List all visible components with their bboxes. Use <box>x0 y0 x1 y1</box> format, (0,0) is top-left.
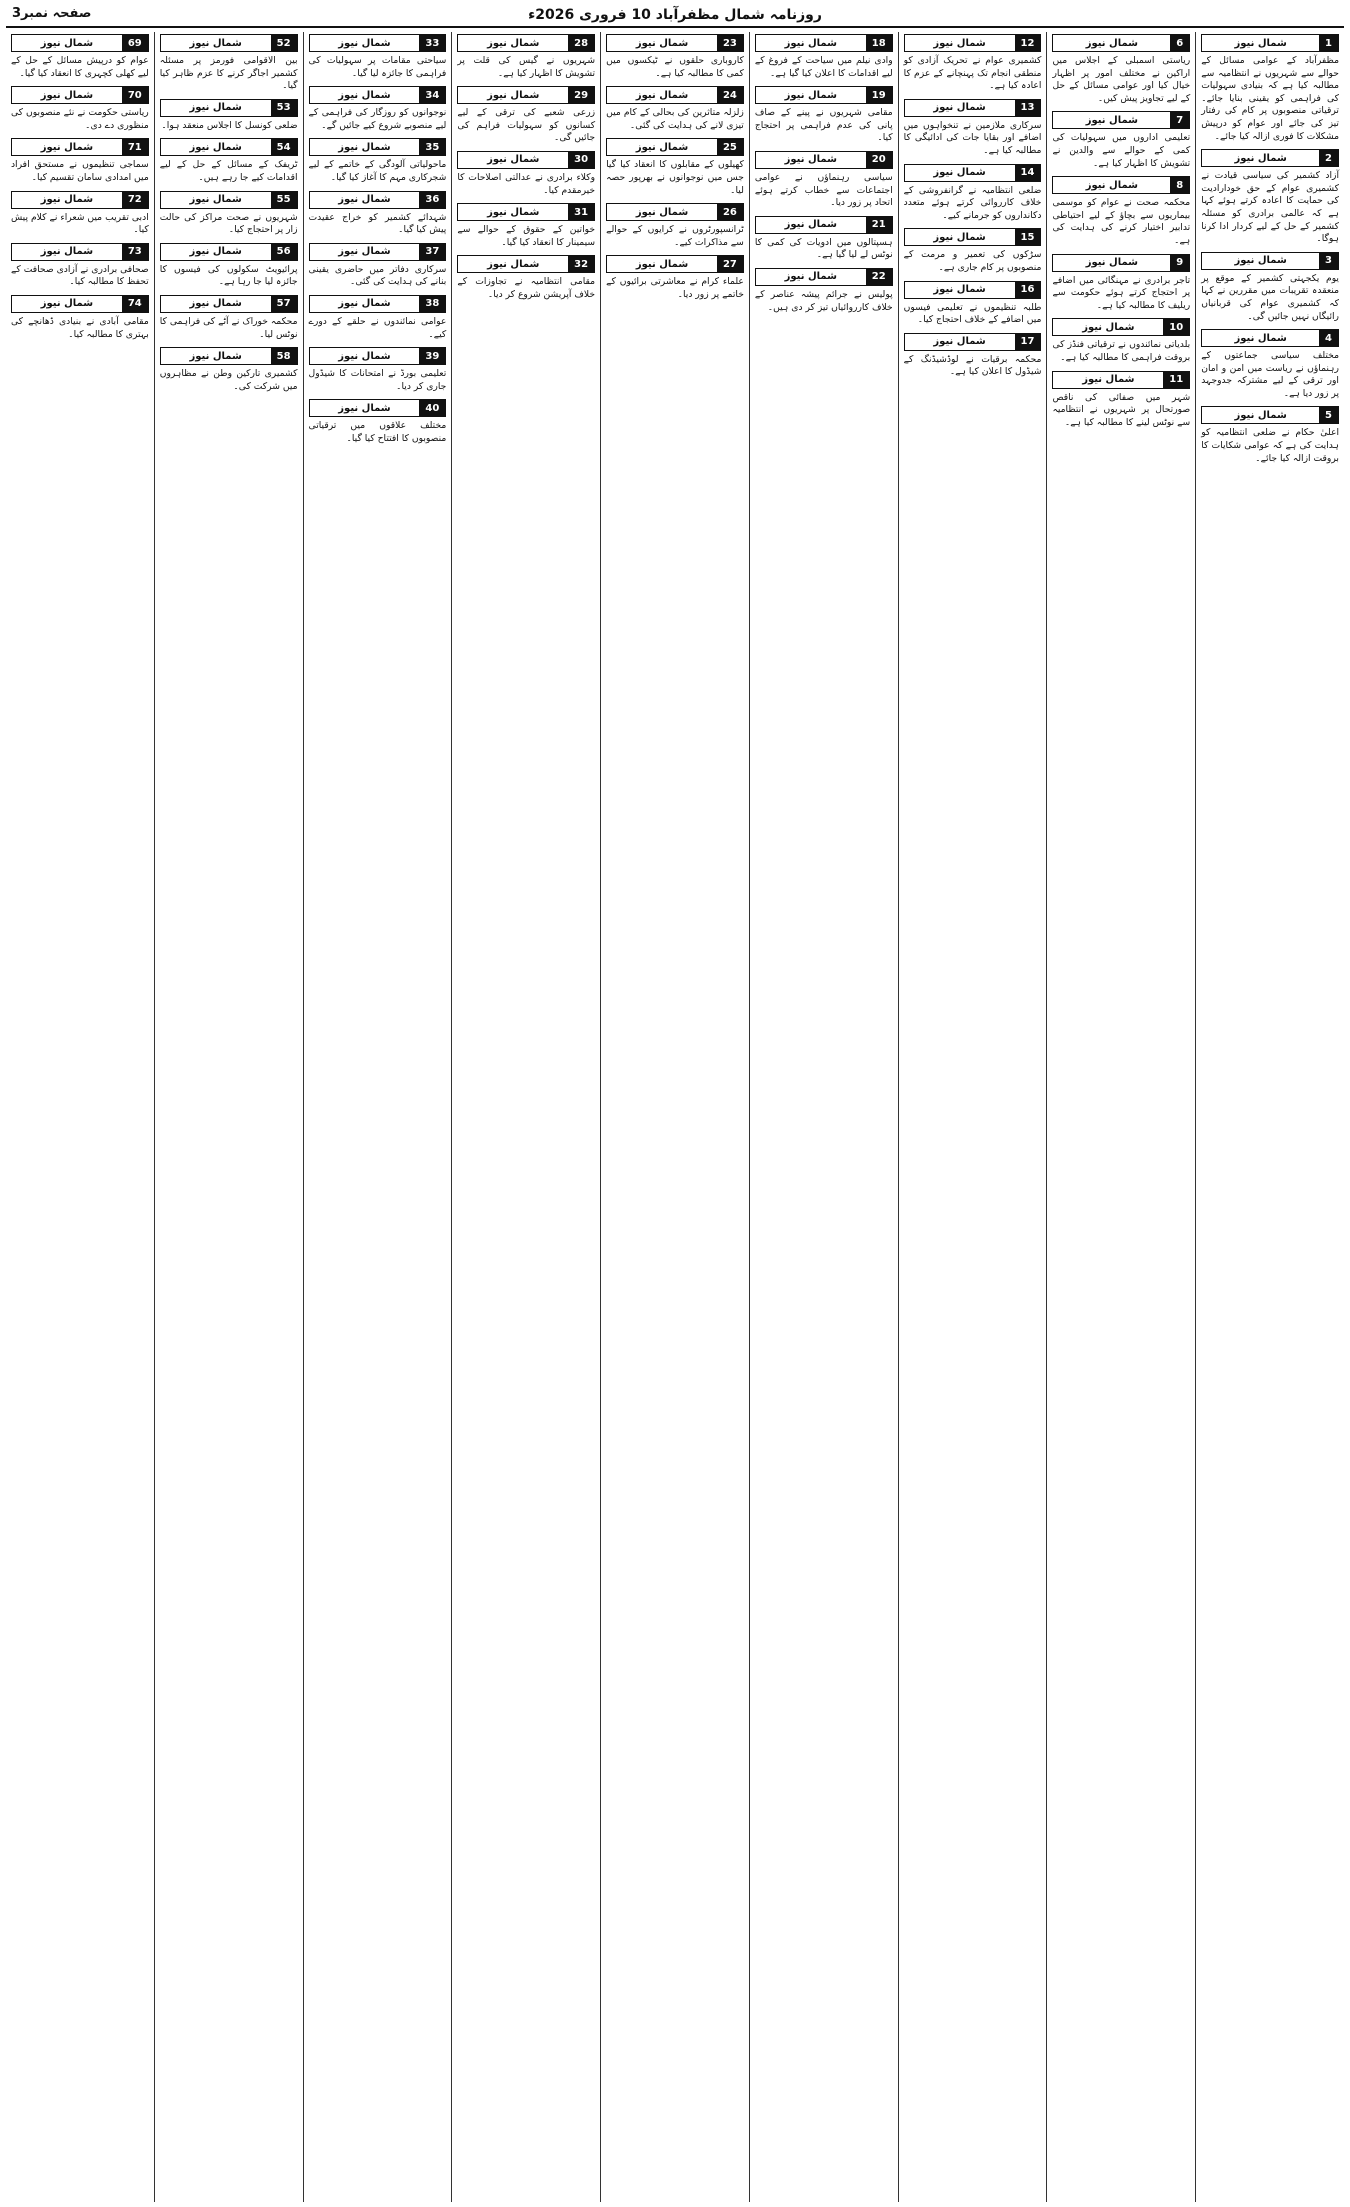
news-item-number: 69 <box>122 35 148 51</box>
news-item-tag <box>904 333 1042 351</box>
news-item-source: شمال نیوز <box>635 141 689 153</box>
news-item-source: شمال نیوز <box>784 37 837 49</box>
news-item-number: 22 <box>866 269 892 285</box>
news-item-source: شمال نیوز <box>189 102 242 114</box>
news-item-body: اعلیٰ حکام نے ضلعی انتظامیہ کو ہدایت کی ہے کہ عوامی شکایات کا بروقت ازالہ کیا جائے۔ <box>1201 427 1339 464</box>
news-item-tag <box>1052 254 1190 272</box>
news-item-tag <box>1052 318 1190 336</box>
news-item-body: کشمیری تارکین وطن نے مظاہروں میں شرکت کی۔ <box>159 368 298 392</box>
news-item-tag <box>755 216 893 234</box>
news-item <box>160 347 298 393</box>
news-item-source: شمال نیوز <box>40 298 94 310</box>
news-item-number: 3 <box>1319 253 1338 269</box>
news-item-tag <box>11 34 149 52</box>
news-item-source: شمال نیوز <box>1234 152 1287 164</box>
news-item-number: 34 <box>419 87 445 103</box>
news-item-body: مقامی انتظامیہ نے تجاوزات کے خلاف آپریشن شروع کر دیا۔ <box>457 276 596 300</box>
news-item <box>11 243 149 289</box>
news-item-body: صحافی برادری نے آزادی صحافت کے تحفظ کا مطالبہ کیا۔ <box>10 263 149 288</box>
news-item-body: محکمہ صحت نے عوام کو موسمی بیماریوں سے بچاؤ کے لیے احتیاطی تدابیر اختیار کرنے کی ہدایت کی ہے۔ <box>1052 197 1191 246</box>
news-column <box>898 32 1047 2202</box>
news-item-number: 24 <box>717 87 743 103</box>
news-item <box>1201 34 1339 143</box>
news-item <box>755 216 893 262</box>
news-item <box>309 295 447 341</box>
news-item-source: شمال نیوز <box>784 89 837 101</box>
news-item <box>309 138 447 184</box>
news-column <box>154 32 303 2202</box>
news-item-tag <box>309 191 447 209</box>
news-item <box>1201 329 1339 400</box>
news-item-body: پولیس نے جرائم پیشہ عناصر کے خلاف کارروائیاں تیز کر دی ہیں۔ <box>754 288 893 313</box>
news-item-number: 36 <box>419 192 445 208</box>
news-item-number: 54 <box>271 139 297 155</box>
news-item-tag <box>606 255 744 273</box>
news-item-number: 15 <box>1015 229 1041 245</box>
news-item-body: بین الاقوامی فورمز پر مسئلہ کشمیر اجاگر کرنے کا عزم ظاہر کیا گیا۔ <box>159 55 298 92</box>
news-item-source: شمال نیوز <box>338 298 391 310</box>
news-item-tag <box>160 191 298 209</box>
news-item-tag <box>606 203 744 221</box>
news-item-tag <box>755 34 893 52</box>
news-item <box>11 295 149 341</box>
news-item <box>1201 252 1339 323</box>
news-item-number: 71 <box>122 139 148 155</box>
news-item-tag <box>11 243 149 261</box>
news-item-tag <box>1201 34 1339 52</box>
news-item-source: شمال نیوز <box>1234 332 1287 344</box>
news-item-tag <box>904 228 1042 246</box>
news-item-body: بلدیاتی نمائندوں نے ترقیاتی فنڈز کی بروقت فراہمی کا مطالبہ کیا ہے۔ <box>1052 339 1191 363</box>
news-item-body: طلبہ تنظیموں نے تعلیمی فیسوں میں اضافے کے خلاف احتجاج کیا۔ <box>903 301 1042 326</box>
news-item-number: 52 <box>271 35 297 51</box>
news-item-source: شمال نیوز <box>1082 374 1135 385</box>
news-item-number: 23 <box>717 35 743 51</box>
masthead <box>6 4 1344 28</box>
news-item-body: عوامی نمائندوں نے حلقے کے دورے کیے۔ <box>308 315 447 340</box>
news-item-number: 18 <box>866 35 892 51</box>
news-item <box>1052 111 1190 170</box>
news-item-body: پرائیویٹ سکولوں کی فیسوں کا جائزہ لیا جا رہا ہے۔ <box>159 263 298 288</box>
news-item-source: شمال نیوز <box>487 154 540 166</box>
news-item <box>606 138 744 197</box>
news-item <box>160 34 298 93</box>
news-item-number: 16 <box>1015 282 1041 298</box>
news-item-number: 74 <box>122 296 148 312</box>
news-item <box>160 99 298 133</box>
news-item-tag <box>904 34 1042 52</box>
news-item-body: سرکاری ملازمین نے تنخواہوں میں اضافے اور بقایا جات کی ادائیگی کا مطالبہ کیا ہے۔ <box>903 119 1042 156</box>
news-item-number: 13 <box>1015 100 1041 116</box>
news-item-body: تعلیمی اداروں میں سہولیات کی کمی کے حوالے سے والدین نے تشویش کا اظہار کیا ہے۔ <box>1052 132 1191 169</box>
news-item-tag <box>309 138 447 156</box>
news-item-body: سماجی تنظیموں نے مستحق افراد میں امدادی سامان تقسیم کیا۔ <box>10 159 149 183</box>
news-item <box>904 34 1042 93</box>
news-item-source: شمال نیوز <box>933 284 986 296</box>
news-item-number: 12 <box>1015 35 1041 51</box>
news-item-source: شمال نیوز <box>1085 257 1139 269</box>
news-item-tag <box>309 86 447 104</box>
news-item-tag <box>309 399 447 417</box>
news-item-number: 33 <box>419 35 445 51</box>
news-item-body: مقامی شہریوں نے پینے کے صاف پانی کی عدم فراہمی پر احتجاج کیا۔ <box>754 107 893 144</box>
news-item-tag <box>160 138 298 156</box>
news-item-tag <box>309 347 447 365</box>
news-item <box>309 347 447 393</box>
news-item <box>1052 371 1190 430</box>
news-item-tag <box>1201 406 1339 424</box>
news-item <box>160 243 298 289</box>
news-item-number: 30 <box>568 152 594 168</box>
news-item-body: ادبی تقریب میں شعراء نے کلام پیش کیا۔ <box>10 211 149 236</box>
news-item-tag <box>160 99 298 117</box>
news-item-number: 27 <box>717 256 743 272</box>
news-item-body: کھیلوں کے مقابلوں کا انعقاد کیا گیا جس میں نوجوانوں نے بھرپور حصہ لیا۔ <box>606 159 744 196</box>
news-item-body: عوام کو درپیش مسائل کے حل کے لیے کھلی کچہری کا انعقاد کیا گیا۔ <box>10 55 149 79</box>
news-item-number: 73 <box>122 244 148 260</box>
news-item <box>457 151 595 197</box>
news-item-body: سرکاری دفاتر میں حاضری یقینی بنانے کی ہدایت کی گئی۔ <box>308 263 447 288</box>
news-item-source: شمال نیوز <box>784 154 837 166</box>
news-item <box>457 34 595 80</box>
news-item <box>1201 406 1339 465</box>
news-item-number: 20 <box>866 152 892 168</box>
news-item-tag <box>457 255 595 273</box>
news-item-number: 28 <box>568 35 594 51</box>
news-item <box>11 138 149 184</box>
news-item-body: ریاستی اسمبلی کے اجلاس میں اراکین نے مختلف امور پر اظہار خیال کیا اور عوامی مسائل کے حل کے لیے تجاویز پیش کیں۔ <box>1052 55 1191 104</box>
news-item-body: سیاحتی مقامات پر سہولیات کی فراہمی کا جائزہ لیا گیا۔ <box>308 55 447 79</box>
news-item-number: 21 <box>866 217 892 233</box>
news-item-tag <box>11 138 149 156</box>
news-item-number: 26 <box>717 204 743 220</box>
news-item-number: 57 <box>271 296 297 312</box>
news-item <box>309 34 447 80</box>
news-item-number: 58 <box>271 348 297 364</box>
news-item-source: شمال نیوز <box>635 258 689 270</box>
news-item-tag <box>160 295 298 313</box>
news-item-source: شمال نیوز <box>189 37 242 49</box>
news-item-source: شمال نیوز <box>487 258 540 270</box>
news-item-body: ٹرانسپورٹروں نے کرایوں کے حوالے سے مذاکرات کیے۔ <box>606 224 744 248</box>
news-item <box>309 191 447 237</box>
news-item-source: شمال نیوز <box>784 219 837 231</box>
news-item-tag <box>160 347 298 365</box>
news-item-tag <box>1201 329 1339 347</box>
news-item <box>309 243 447 289</box>
news-item-tag <box>755 151 893 169</box>
news-item-tag <box>1201 252 1339 270</box>
news-item-source: شمال نیوز <box>338 402 391 414</box>
news-item <box>160 295 298 341</box>
columns-container <box>6 32 1344 2202</box>
news-column <box>303 32 452 2202</box>
news-item-tag <box>1052 176 1190 194</box>
news-item-source: شمال نیوز <box>1085 114 1139 126</box>
news-item-tag <box>606 138 744 156</box>
news-item-source: شمال نیوز <box>40 246 94 258</box>
news-item <box>904 164 1042 223</box>
news-item-body: مختلف سیاسی جماعتوں کے رہنماؤں نے ریاست میں امن و امان اور ترقی کے لیے مشترکہ جدوجہد پر زور دیا ہے۔ <box>1201 350 1339 399</box>
news-item-body: وکلاء برادری نے عدالتی اصلاحات کا خیرمقدم کیا۔ <box>457 171 596 196</box>
news-item-source: شمال نیوز <box>1234 409 1287 421</box>
news-item <box>11 86 149 132</box>
news-item <box>755 268 893 314</box>
news-item-tag <box>904 281 1042 299</box>
news-item-source: شمال نیوز <box>487 206 540 218</box>
news-item-body: کاروباری حلقوں نے ٹیکسوں میں کمی کا مطالبہ کیا ہے۔ <box>606 55 744 79</box>
news-item-number: 31 <box>568 204 594 220</box>
news-item <box>606 34 744 80</box>
news-item-body: محکمہ خوراک نے آٹے کی فراہمی کا نوٹس لیا۔ <box>159 315 298 340</box>
news-item-tag <box>309 34 447 52</box>
news-item <box>904 228 1042 274</box>
news-item-body: تاجر برادری نے مہنگائی میں اضافے پر احتجاج کرتے ہوئے حکومت سے ریلیف کا مطالبہ کیا ہے۔ <box>1052 274 1191 311</box>
news-item-number: 17 <box>1015 334 1041 350</box>
news-item-number: 40 <box>419 400 445 416</box>
news-item-tag <box>606 34 744 52</box>
news-item-body: ماحولیاتی آلودگی کے خاتمے کے لیے شجرکاری مہم کا آغاز کیا گیا۔ <box>308 159 447 183</box>
news-item-source: شمال نیوز <box>189 246 242 258</box>
news-item-number: 70 <box>122 87 148 103</box>
news-item-body: تعلیمی بورڈ نے امتحانات کا شیڈول جاری کر دیا۔ <box>308 368 447 392</box>
news-item <box>11 191 149 237</box>
news-item-source: شمال نیوز <box>338 246 391 258</box>
news-item <box>904 333 1042 379</box>
news-item-source: شمال نیوز <box>338 37 391 49</box>
news-item <box>11 34 149 80</box>
news-item-body: وادی نیلم میں سیاحت کے فروغ کے لیے اقدامات کا اعلان کیا گیا ہے۔ <box>754 55 893 79</box>
news-item-body: خواتین کے حقوق کے حوالے سے سیمینار کا انعقاد کیا گیا۔ <box>457 224 596 248</box>
news-item-source: شمال نیوز <box>933 167 986 179</box>
news-item-number: 14 <box>1015 165 1041 181</box>
news-item <box>1052 34 1190 105</box>
news-column <box>600 32 749 2202</box>
news-column <box>1195 32 1344 2202</box>
news-item-body: مظفرآباد کے عوامی مسائل کے حوالے سے شہریوں نے انتظامیہ سے مطالبہ کیا ہے کہ بنیادی سہولیات کی فراہمی کو یقینی بنایا جائے۔ ترقیاتی منصوبوں پر کام کی رفتار تیز کی جائے اور عوام کو درپیش مشکلات کا فوری ازالہ کیا جائے۔ <box>1201 55 1339 142</box>
news-item-body: محکمہ برقیات نے لوڈشیڈنگ کے شیڈول کا اعلان کیا ہے۔ <box>903 353 1042 378</box>
news-item-number: 56 <box>271 244 297 260</box>
news-item <box>457 203 595 249</box>
news-item <box>1052 176 1190 247</box>
news-item-tag <box>755 268 893 286</box>
news-item-number: 37 <box>419 244 445 260</box>
news-item-source: شمال نیوز <box>933 336 986 348</box>
news-column <box>749 32 898 2202</box>
news-item-source: شمال نیوز <box>1085 37 1139 49</box>
news-item <box>457 255 595 301</box>
news-item-tag <box>309 243 447 261</box>
news-item-tag <box>11 191 149 209</box>
news-item-number: 7 <box>1170 112 1189 128</box>
news-item <box>904 99 1042 158</box>
news-item <box>755 86 893 145</box>
news-item-source: شمال نیوز <box>189 350 242 362</box>
news-item-body: آزاد کشمیر کی سیاسی قیادت نے کشمیری عوام کے حق خودارادیت کی حمایت کا اعادہ کرتے ہوئے کہا ہے کہ عالمی برادری کو مسئلہ کشمیر کے حل کے لیے کردار ادا کرنا ہوگا۔ <box>1201 170 1339 245</box>
news-item <box>1052 254 1190 313</box>
news-item-number: 19 <box>866 87 892 103</box>
news-item-body: نوجوانوں کو روزگار کی فراہمی کے لیے منصوبے شروع کیے جائیں گے۔ <box>308 107 447 131</box>
news-item <box>160 191 298 237</box>
news-item-source: شمال نیوز <box>1234 37 1287 49</box>
news-item-source: شمال نیوز <box>635 37 689 49</box>
news-item-body: یوم یکجہتی کشمیر کے موقع پر منعقدہ تقریبات میں مقررین نے کہا کہ کشمیری عوام کی قربانیاں رائیگاں نہیں جائیں گی۔ <box>1201 272 1339 322</box>
news-item-body: زرعی شعبے کی ترقی کے لیے کسانوں کو سہولیات فراہم کی جائیں گی۔ <box>457 107 596 144</box>
news-item-number: 38 <box>419 296 445 312</box>
news-item-body: علماء کرام نے معاشرتی برائیوں کے خاتمے پر زور دیا۔ <box>606 276 744 300</box>
news-item-number: 55 <box>271 192 297 208</box>
news-item-source: شمال نیوز <box>784 271 837 283</box>
news-item-number: 9 <box>1170 255 1189 271</box>
news-item-source: شمال نیوز <box>338 194 391 206</box>
news-item-source: شمال نیوز <box>40 194 94 206</box>
news-item-tag <box>606 86 744 104</box>
news-item-tag <box>457 151 595 169</box>
news-item-source: شمال نیوز <box>635 89 689 101</box>
news-item-tag <box>160 243 298 261</box>
news-item-body: ضلعی انتظامیہ نے گرانفروشی کے خلاف کارروائی کرتے ہوئے متعدد دکانداروں کو جرمانے کیے۔ <box>903 184 1042 221</box>
news-item-source: شمال نیوز <box>487 89 540 101</box>
news-item <box>1052 318 1190 364</box>
news-item-tag <box>160 34 298 52</box>
news-item <box>309 86 447 132</box>
news-item <box>606 203 744 249</box>
news-item-tag <box>457 86 595 104</box>
news-item-source: شمال نیوز <box>40 141 94 153</box>
news-item-tag <box>904 99 1042 117</box>
news-item-tag <box>11 295 149 313</box>
news-item <box>160 138 298 184</box>
news-item-number: 35 <box>419 139 445 155</box>
news-item-number: 25 <box>717 139 743 155</box>
news-item-tag <box>755 86 893 104</box>
news-item-source: شمال نیوز <box>40 37 94 49</box>
news-item-tag <box>1052 34 1190 52</box>
news-item-number: 4 <box>1319 330 1338 346</box>
news-item-tag <box>11 86 149 104</box>
news-item-source: شمال نیوز <box>933 37 986 49</box>
news-item-body: ٹریفک کے مسائل کے حل کے لیے اقدامات کیے جا رہے ہیں۔ <box>159 159 298 183</box>
news-item-body: زلزلہ متاثرین کی بحالی کے کام میں تیزی لانے کی ہدایت کی گئی۔ <box>606 107 744 131</box>
news-item-number: 29 <box>568 87 594 103</box>
news-item-source: شمال نیوز <box>338 89 391 101</box>
news-column <box>6 32 154 2202</box>
news-item-body: ضلعی کونسل کا اجلاس منعقد ہوا۔ <box>161 119 298 131</box>
news-item <box>606 255 744 301</box>
news-item-body: شہر میں صفائی کی ناقص صورتحال پر شہریوں نے انتظامیہ سے نوٹس لینے کا مطالبہ کیا ہے۔ <box>1052 391 1191 428</box>
news-item-tag <box>1052 371 1190 389</box>
news-item-number: 72 <box>122 192 148 208</box>
news-item-number: 32 <box>568 256 594 272</box>
news-item-source: شمال نیوز <box>338 141 391 153</box>
news-item-body: کشمیری عوام نے تحریک آزادی کو منطقی انجام تک پہنچانے کے عزم کا اعادہ کیا ہے۔ <box>903 55 1042 92</box>
news-item-body: مختلف علاقوں میں ترقیاتی منصوبوں کا افتتاح کیا گیا۔ <box>308 420 447 444</box>
news-item-source: شمال نیوز <box>933 231 986 243</box>
news-item <box>904 281 1042 327</box>
news-item-source: شمال نیوز <box>1085 179 1139 191</box>
news-item <box>606 86 744 132</box>
page-number-label: صفحہ نمبر3 <box>12 6 92 21</box>
news-item-source: شمال نیوز <box>933 102 986 114</box>
news-item-body: سڑکوں کی تعمیر و مرمت کے منصوبوں پر کام جاری ہے۔ <box>903 249 1042 273</box>
news-item-body: شہریوں نے گیس کی قلت پر تشویش کا اظہار کیا ہے۔ <box>457 55 596 79</box>
news-item-tag <box>457 203 595 221</box>
news-item <box>1201 149 1339 246</box>
news-item-number: 1 <box>1319 35 1338 51</box>
news-item-source: شمال نیوز <box>1082 321 1135 333</box>
news-item-tag <box>309 295 447 313</box>
news-item-number: 11 <box>1163 372 1189 388</box>
news-item-number: 53 <box>271 100 297 116</box>
news-item <box>755 34 893 80</box>
news-item <box>457 86 595 145</box>
news-item-number: 6 <box>1170 35 1189 51</box>
news-item-number: 39 <box>419 348 445 364</box>
news-item-source: شمال نیوز <box>189 194 242 206</box>
news-item-tag <box>457 34 595 52</box>
news-item <box>755 151 893 210</box>
news-item <box>309 399 447 445</box>
news-item-body: شہریوں نے صحت مراکز کی حالت زار پر احتجاج کیا۔ <box>159 211 298 236</box>
news-item-number: 2 <box>1319 150 1338 166</box>
news-item-source: شمال نیوز <box>338 350 391 362</box>
news-item-body: شہدائے کشمیر کو خراج عقیدت پیش کیا گیا۔ <box>308 211 447 236</box>
news-item-number: 10 <box>1163 319 1189 335</box>
news-item-tag <box>904 164 1042 182</box>
news-column <box>1046 32 1195 2202</box>
news-item-source: شمال نیوز <box>189 141 242 153</box>
news-item-source: شمال نیوز <box>487 37 540 49</box>
news-item-number: 5 <box>1319 407 1338 423</box>
news-item-source: شمال نیوز <box>1234 255 1287 267</box>
news-item-source: شمال نیوز <box>40 89 94 101</box>
masthead-title: روزنامہ شمال مظفرآباد 10 فروری 2026ء <box>528 7 822 23</box>
news-item-body: ریاستی حکومت نے نئے منصوبوں کی منظوری دے دی۔ <box>10 107 149 131</box>
news-item-body: ہسپتالوں میں ادویات کی کمی کا نوٹس لے لیا گیا ہے۔ <box>754 236 893 261</box>
news-column <box>451 32 600 2202</box>
news-item-body: مقامی آبادی نے بنیادی ڈھانچے کی بہتری کا مطالبہ کیا۔ <box>10 315 149 340</box>
news-item-source: شمال نیوز <box>189 298 242 310</box>
news-item-tag <box>1052 111 1190 129</box>
news-item-number: 8 <box>1170 177 1189 193</box>
news-item-tag <box>1201 149 1339 167</box>
news-item-source: شمال نیوز <box>635 206 689 218</box>
news-item-body: سیاسی رہنماؤں نے عوامی اجتماعات سے خطاب کرتے ہوئے اتحاد پر زور دیا۔ <box>754 171 893 209</box>
